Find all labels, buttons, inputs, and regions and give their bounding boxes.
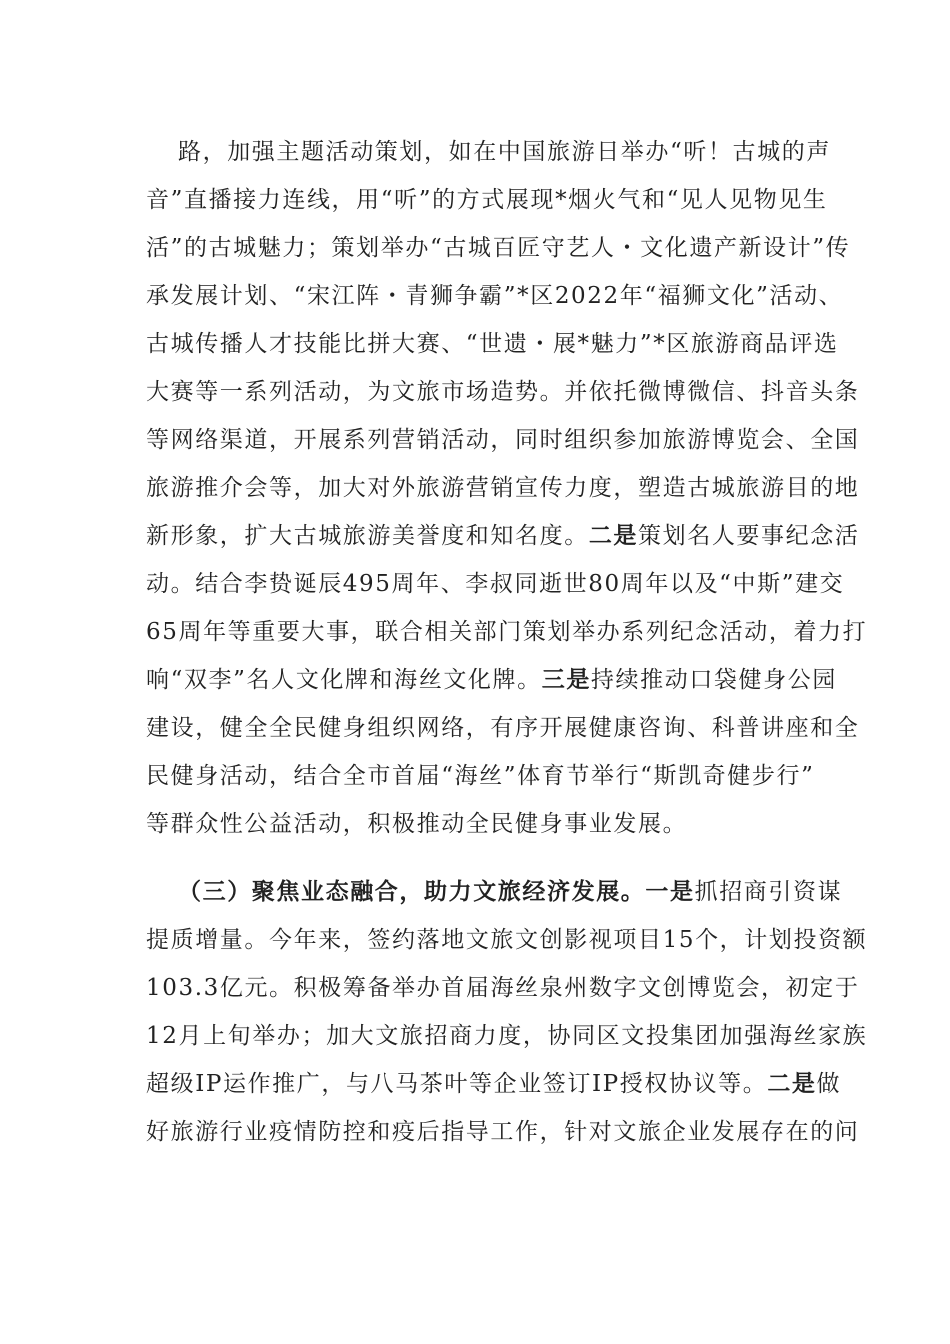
emphasis-two-b: 二是: [767, 1070, 817, 1097]
p2-line-5: [146, 1069, 841, 1099]
p1-line-11: 65周年等重要大事，联合相关部门策划举办系列纪念活动，着力打: [146, 619, 868, 645]
p1-line-14: 民健身活动，结合全市首届“海丝”体育节举行“斯凯奇健步行”: [146, 763, 815, 789]
emphasis-two: 二是: [588, 522, 639, 549]
p1-line-1: 路，加强主题活动策划，如在中国旅游日举办“听！古城的声: [178, 139, 831, 165]
p1-line-13: 建设，健全全民健身组织网络，有序开展健康咨询、科普讲座和全: [146, 715, 860, 741]
p1-line-9-text: 新形象，扩大古城旅游美誉度和知名度。: [146, 523, 589, 549]
p1-line-9: [146, 521, 859, 551]
p1-line-5: 古城传播人才技能比拼大赛、“世遗・展*魅力”*区旅游商品评选: [146, 331, 839, 357]
p2-line-2: 提质增量。今年来，签约落地文旅文创影视项目15个，计划投资额: [146, 927, 868, 953]
emphasis-three: 三是: [541, 666, 591, 693]
p1-line-10: 动。结合李贽诞辰495周年、李叔同逝世80周年以及“中斯”建交: [146, 571, 845, 597]
p1-line-15: 等群众性公益活动，积极推动全民健身事业发展。: [146, 811, 688, 837]
p1-line-3: 活”的古城魅力；策划举办“古城百匠守艺人・文化遗产新设计”传: [146, 235, 851, 261]
p1-line-12: [146, 665, 837, 695]
p1-line-9-rest: 策划名人要事纪念活: [638, 523, 860, 549]
p2-line-5-rest: 做: [816, 1071, 842, 1097]
p2-line-6: 好旅游行业疫情防控和疫后指导工作，针对文旅企业发展存在的问: [146, 1119, 860, 1145]
p1-line-6: 大赛等一系列活动，为文旅市场造势。并依托微博微信、抖音头条: [146, 379, 860, 405]
p1-line-12-rest: 持续推动口袋健身公园: [590, 667, 837, 693]
p1-line-12-text: 响“双李”名人文化牌和海丝文化牌。: [146, 667, 542, 693]
p2-line-1: [178, 877, 842, 907]
p2-line-3: 103.3亿元。积极筹备举办首届海丝泉州数字文创博览会，初定于: [146, 975, 860, 1001]
p1-line-4: 承发展计划、“宋江阵・青狮争霸”*区2022年“福狮文化”活动、: [146, 283, 844, 309]
p2-line-5-text: 超级IP运作推广，与八马茶叶等企业签订IP授权协议等。: [146, 1071, 768, 1097]
p2-line-4: 12月上旬举办；加大文旅招商力度，协同区文投集团加强海丝家族: [146, 1023, 868, 1049]
section-heading: （三）聚焦业态融合，助力文旅经济发展。一是: [178, 878, 695, 905]
p1-line-2: 音”直播接力连线，用“听”的方式展现*烟火气和“见人见物见生: [146, 187, 828, 213]
p2-line-1-rest: 抓招商引资谋: [694, 879, 843, 905]
p1-line-7: 等网络渠道，开展系列营销活动，同时组织参加旅游博览会、全国: [146, 427, 860, 453]
p1-line-8: 旅游推介会等，加大对外旅游营销宣传力度，塑造古城旅游目的地: [146, 475, 860, 501]
